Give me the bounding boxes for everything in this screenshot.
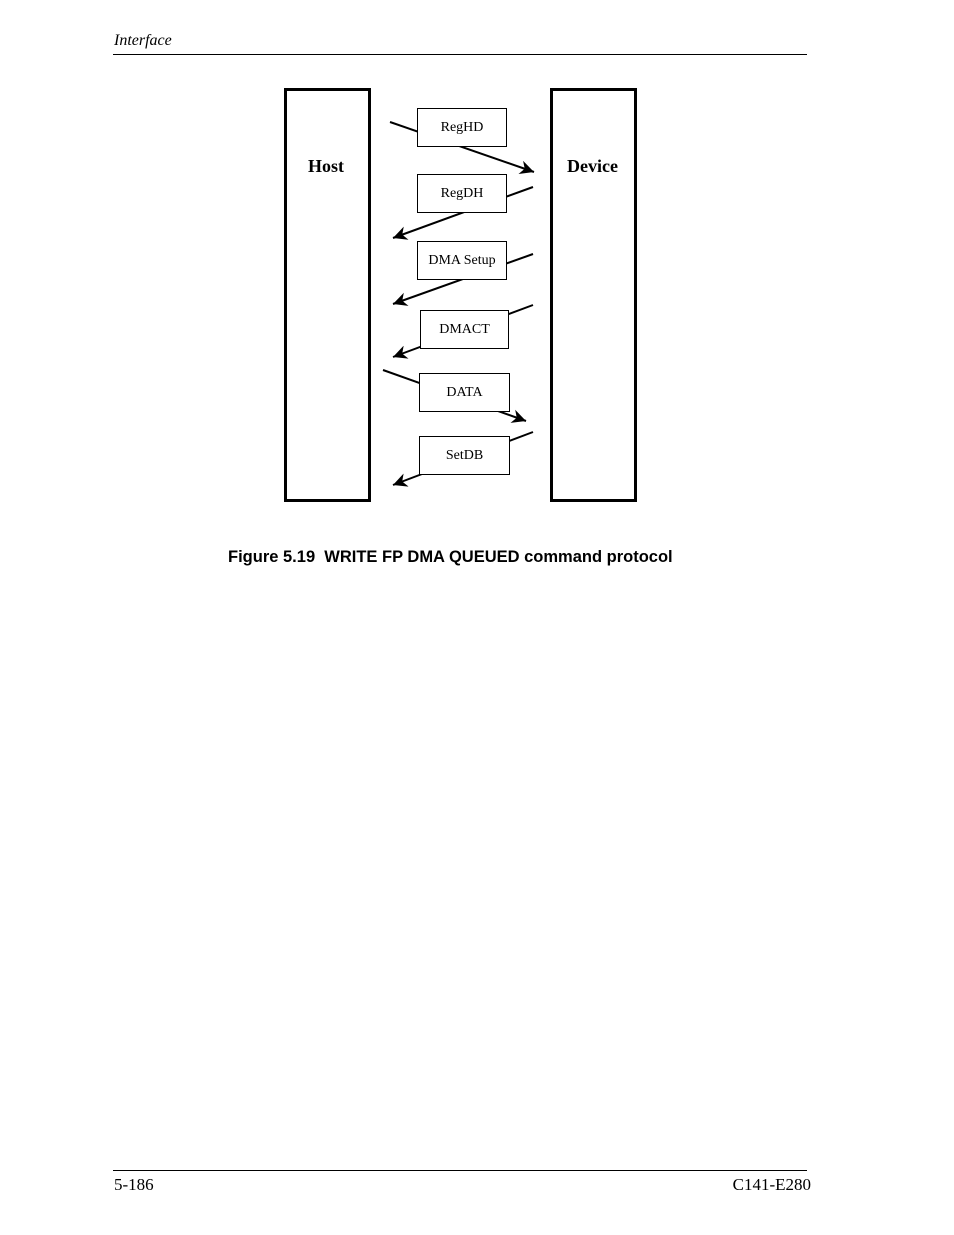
header-section-title: Interface xyxy=(114,32,172,49)
protocol-diagram xyxy=(0,0,954,600)
page-number: 5-186 xyxy=(114,1175,154,1194)
fis-box-regdh: RegDH xyxy=(417,174,507,213)
arrow-layer xyxy=(0,0,954,600)
fis-box-data: DATA xyxy=(419,373,510,412)
fis-box-reghd: RegHD xyxy=(417,108,507,147)
host-label: Host xyxy=(308,156,344,176)
fis-box-dmact: DMACT xyxy=(420,310,509,349)
footer-rule xyxy=(113,1170,807,1171)
fis-box-dma-setup: DMA Setup xyxy=(417,241,507,280)
device-label: Device xyxy=(567,156,618,176)
fis-box-setdb: SetDB xyxy=(419,436,510,475)
figure-caption: Figure 5.19 WRITE FP DMA QUEUED command protocol xyxy=(228,548,673,566)
document-id: C141-E280 xyxy=(732,1175,811,1194)
